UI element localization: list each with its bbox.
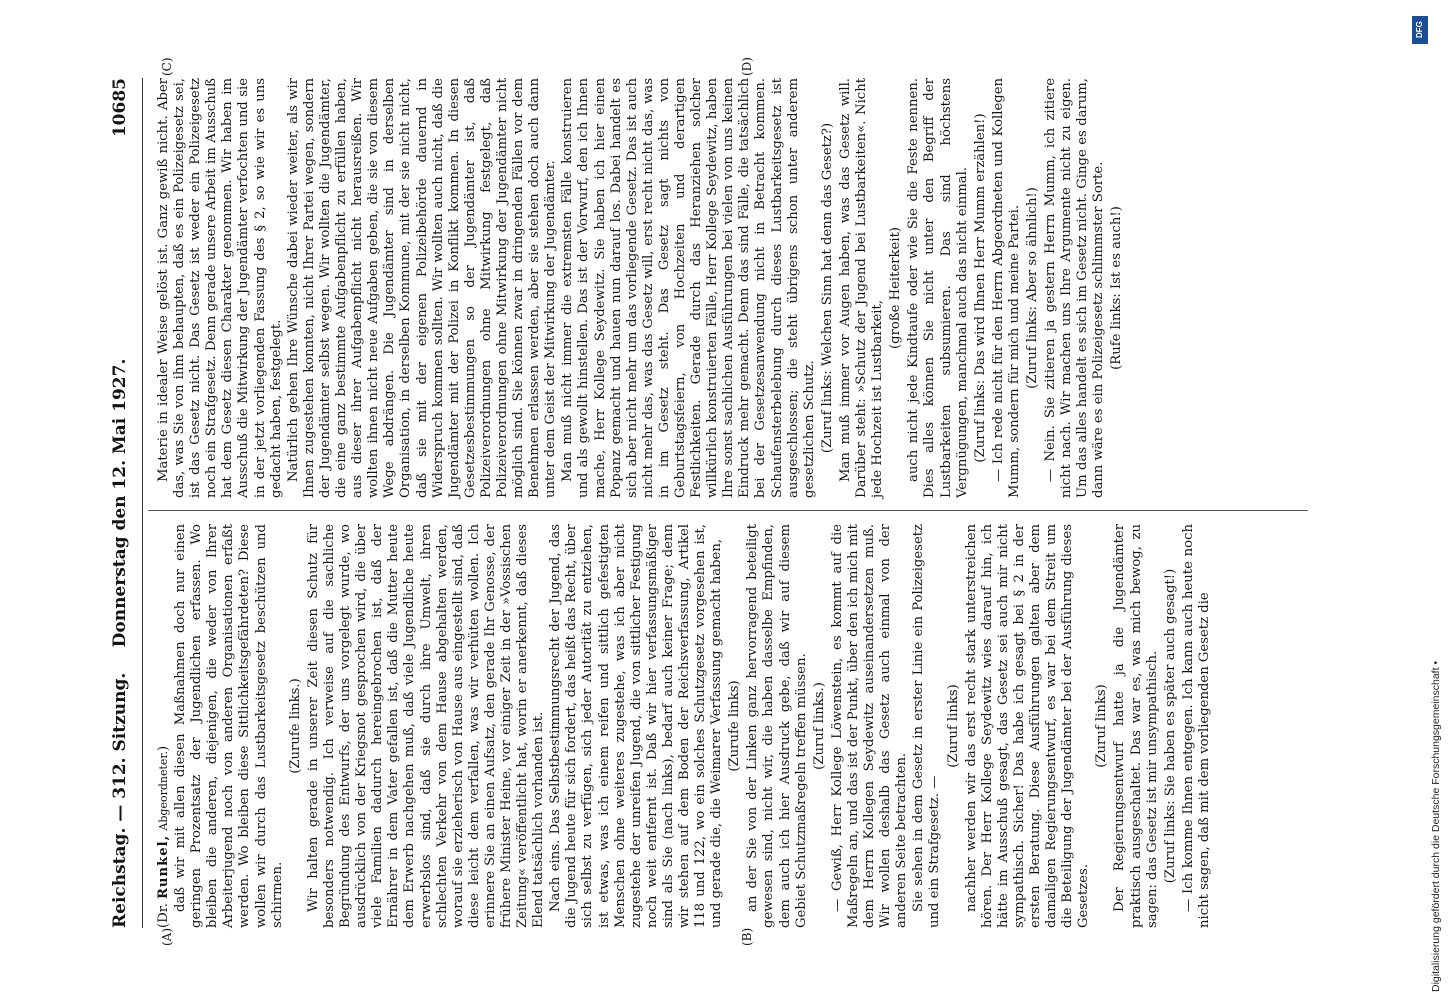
header-date: Donnerstag den 12. Mai 1927. [110,358,130,648]
paragraph: nachher werden wir das erst recht stark unterstreichen hören. Der Herr Kollege Seydewitz wies darauf hin, ich hätte im Ausschuß gesagt, das Gesetz sei auch mir nicht sympathisch. Sicher! Das habe ich gesagt bei § 2 in der ersten Beratung. Diese Ausführungen galten aber dem damaligen Regierungsentwurf, es war bei dem Streit um die Beteiligung der Jugendämter bei der Ausführung dieses Gesetzes. [963,524,1092,928]
dfg-watermark [1410,12,1442,992]
left-column [156,524,1214,928]
interjection: (Zuruf links) [1094,684,1110,768]
paragraph: Der Regierungsentwurf hatte ja die Jugendämter praktisch ausgeschaltet. Das war es, was mich bewog, zu sagen: das Gesetz ist mir unsympathisch. [1112,524,1160,928]
paragraph: — Gewiß, Herr Kollege Löwenstein, es kommt auf die Maßregeln an, und das ist der Punkt, über den ich mich mit dem Herrn Kollegen Seydewitz auseinandersetzen muß. Wir wollen deshalb das Gesetz auch einmal von der anderen Seite betrachten. [829,524,910,928]
header-left: Reichstag. — 312. Sitzung. [110,672,130,928]
speaker-name: Runkel, [156,834,171,900]
paragraph: Nach eins. Das Selbstbestimmungsrecht der Jugend, das die Jugend heute für sich fordert, das heißt das Recht, über sich selbst zu verfügen, sich jeder Autorität zu entziehen, ist etwas, was ich einem reifen und sittlich gefestigten Menschen ohne weiteres zugestehe, was ich aber nicht zugestehe der unreifen Jugend, die von sittlicher Festigung noch weit entfernt ist. Daß wir hier verfassungsmäßiger sind als Sie (nach links), bedarf auch keiner Frage; denn wir stehen auf dem Boden der Reichsverfassung, Artikel 118 und 122, wo ein solches Schutzgesetz vorgesehen ist, und gerade die, die Weimarer Verfassung gemacht haben, [548,524,725,928]
interjection: (Zuruf links: Aber so ähnlich!) [1024,187,1040,389]
paragraph: — Ich komme Ihnen entgegen. Ich kann auch heute noch nicht sagen, daß mit dem vorliegenden Gesetz die [1180,524,1212,928]
margin-marker-a: (A) [160,927,174,946]
paragraph: Natürlich gehen Ihre Wünsche dabei wieder weiter, als wir Ihnen zugestehen konnten, nicht Ihrer Partei wegen, sondern der Jugendämter selbst wegen. Wir wollten die Jugendämter, die eine ganz bestimmte Aufgabenpflicht zu erfüllen haben, aus dieser ihrer Aufgabenpflicht nicht herausreißen. Wir wollten ihnen nicht neue Aufgaben geben, die sie von diesem Wege abdrängen. Die Jugendämter sind in derselben Organisation, in derselben Kommune, mit der sie nicht nicht, daß sie mit der eigenen Polizeibehörde dauernd in Widerspruch kommen sollten. Wir wollten auch nicht, daß die Jugendämter mit der Polizei in Konflikt kommen. In diesen Gesetzesbestimmungen so der Jugendämter ist, daß Polizeiverordnungen ohne Mitwirkung festgelegt, daß Polizeiverordnungen ohne Mitwirkung der Jugendämter nicht möglich sind. Sie können zwar in dringenden Fällen vor dem Benehmen erlassen werden, aber sie stehen doch auch dann unter dem Geist der Mitwirkung der Jugendämter. [285,78,559,498]
interjection: (Zuruf links.) [811,682,827,770]
speaker-line: (Dr. Runkel, Abgeordneter.) [156,745,171,928]
paragraph: Man muß immer vor Augen haben, was das Gesetz will. Darüber steht: »Schutz der Jugend bei Lustbarkeiten«. Nicht jede Hochzeit ist Lustbarkeit, [837,78,886,498]
paragraph: Man muß nicht immer die extremsten Fälle konstruieren und als gewollt hinstellen. Das ist der Vorwurf, den ich Ihnen mache, Herr Kollege Seydewitz. Sie haben ich hier einen Popanz gemacht und hauen nun darauf los. Dabei handelt es sich aber nicht mehr um das vorliegende Gesetz. Das ist auch nicht mehr das, was das Gesetz will, erst recht nicht das, was in im Gesetz steht. Das Gesetz sagt nichts von Geburtstagsfeiern, von Hochzeiten und derartigen Festlichkeiten. Gerade durch das Heranziehen solcher willkürlich konstruierten Fälle, Herr Kollege Seydewitz, haben Ihre sonst sachlichen Ausführungen bei vielen von uns keinen Eindruck mehr gemacht. Denn das sind Fälle, die tatsächlich bei der Gesetzesanwendung nicht in Betracht kommen. Schaufensterbelebung durch dieses Lustbarkeitsgesetz ist ausgeschlossen; die steht übrigens schon unter anderem gesetzlichen Schutz. [560,78,817,498]
paragraph: Sie sehen in dem Gesetz in erster Linie ein Polizeigesetz und ein Strafgesetz. — [911,524,943,928]
column-divider [148,510,1308,511]
rotated-page [100,57,1390,946]
paragraph: — Ich rede nicht für den Herrn Abgeordneten und Kollegen Mumm, sondern für mich und meine Partei. [990,78,1022,498]
interjection: (Zuruf links: Welchen Sinn hat denn das Gesetz?) [819,122,835,454]
margin-marker-b: (B) [740,927,754,946]
page-number: 10685 [110,78,130,138]
interjection: (Zuruf links: Das wird Ihnen Herr Mumm erzählen!) [972,113,988,463]
dfg-logo: DFG [1412,16,1428,44]
page-header [100,78,152,928]
right-column [156,78,1128,498]
interjection: (Rufe links: Ist es auch!) [1109,206,1125,370]
margin-marker-c: (C) [160,57,174,76]
interjection: (Zurufe links.) [287,678,303,774]
paragraph: an der Sie von der Linken ganz hervorragend beteiligt gewesen sind, nicht wir, die haben dasselbe Empfinden, dem auch ich hier Ausdruck gebe, daß wir auf diesem Gebiet Schutzmaßregeln treffen müssen. [745,524,809,928]
paragraph: Wir halten gerade in unserer Zeit diesen Schutz für besonders notwendig. Ich verweise auf die sachliche Begründung des Entwurfs, der uns vorgelegt wurde, wo ausdrücklich von der Kriegsnot gesprochen wird, die über viele Familien dadurch hereingebrochen ist, daß der Ernährer in dem Vater gefallen ist, daß die Mutter heute dem Erwerb nachgehen muß, daß viele Jugendliche heute erwerbslos sind, daß sie durch ihre Umwelt, ihren schlechten Verkehr von dem Hause abgehalten werden, worauf sie erzieherisch von Hause aus eingestellt sind, daß diese leicht dem verfallen, was wir verhüten wollen. Ich erinnere Sie an einen Aufsatz, den gerade Ihr Genosse, der frühere Minister Heine, vor einiger Zeit in der »Vossischen Zeitung« veröffentlicht hat, worin er anerkennt, daß dieses Elend tatsächlich vorhanden ist. [305,524,547,928]
interjection: (Zuruf links: Sie haben es später auch gesagt!) [1162,568,1178,884]
paragraph: Materie in idealer Weise gelöst ist. Ganz gewiß nicht. Aber das, was Sie von ihm behaupten, daß es ein Polizeigesetz sei, ist das Gesetz nicht. Das Gesetz ist weder ein Polizeigesetz noch ein Strafgesetz. Denn gerade unsere Arbeit im Ausschuß hat dem Gesetz diesen Charakter genommen. Wir haben im Ausschuß die Mitwirkung der Jugendämter verfochten und sie in der jetzt vorliegenden Fassung des § 2, so wie wir es uns gedacht haben, festgelegt. [156,78,284,498]
paragraph: — Nein. Sie zitieren ja gestern Herrn Mumm, ich zitiere nicht nach. Wir machen uns Ihre Argumente nicht zu eigen. Um das alles handelt es sich im Gesetz nicht. Ginge es darum, dann wäre es ein Polizeigesetz schlimmster Sorte. [1043,78,1107,498]
speaker-title: Abgeordneter. [157,751,170,831]
interjection: (Zurufe links) [727,680,743,772]
interjection: (Zuruf links) [945,684,961,768]
header-rule [142,78,143,928]
watermark-text: Digitalisierung gefördert durch die Deutsche Forschungsgemeinschaft • [1430,660,1442,992]
left-paragraphs [173,524,1213,928]
margin-marker-d: (D) [740,57,754,76]
paragraph: daß wir mit allen diesen Maßnahmen doch nur einen geringen Prozentsatz der Jugendlichen erfassen. Wo bleiben die anderen, diejenigen, die weder von Ihrer Arbeiterjugend noch von anderen Organisationen erfaßt werden. Wo bleiben diese Sittlichkeitsgefährdeten? Diese wollen wir durch das Lustbarkeitsgesetz beschützen und schirmen. [173,524,285,928]
right-paragraphs [156,78,1126,498]
interjection: (große Heiterkeit) [888,226,904,350]
paragraph: auch nicht jede Kindtaufe oder wie Sie die Feste nennen. Dies alles können Sie nicht unter den Begriff der Lustbarkeiten subsumieren. Das sind höchstens Vergnügungen, manchmal auch das nicht einmal. [906,78,970,498]
